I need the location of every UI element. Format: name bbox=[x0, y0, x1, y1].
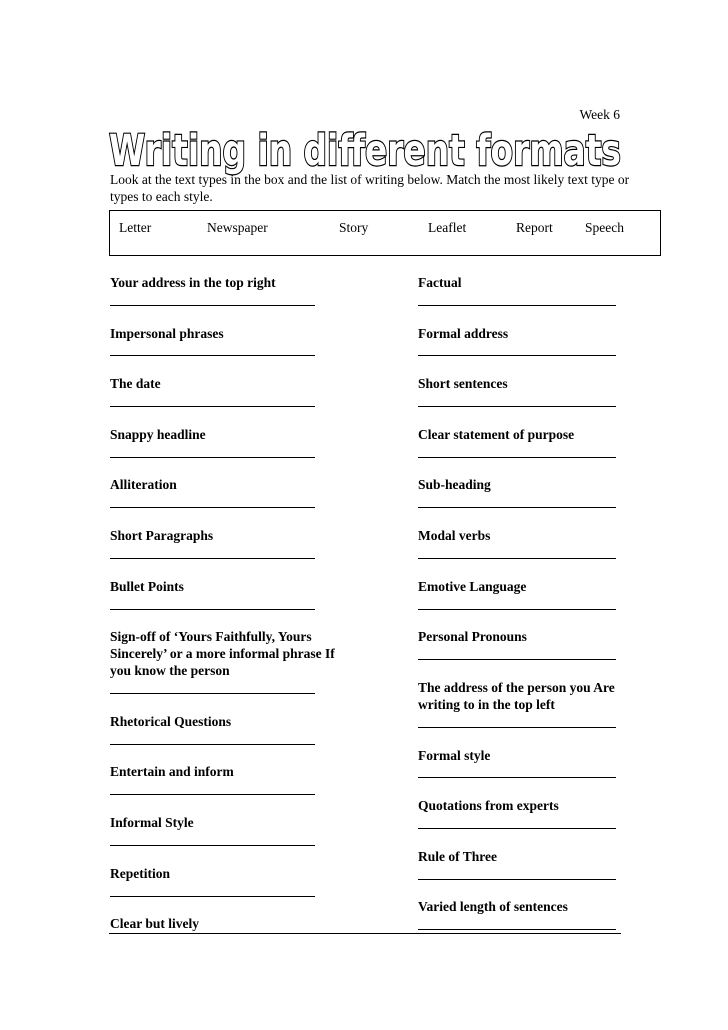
answer-line[interactable] bbox=[418, 355, 616, 356]
left-item-bullet-points: Bullet Points bbox=[110, 579, 184, 594]
answer-line[interactable] bbox=[110, 794, 315, 795]
right-item-factual: Factual bbox=[418, 275, 462, 290]
answer-line[interactable] bbox=[110, 896, 315, 897]
right-item-personal-pronouns: Personal Pronouns bbox=[418, 629, 527, 644]
instructions: Look at the text types in the box and the list of writing below. Match the most likely text type or types to each style. bbox=[110, 172, 630, 204]
text-type-speech: Speech bbox=[585, 220, 624, 235]
answer-line[interactable] bbox=[418, 558, 616, 559]
answer-line[interactable] bbox=[110, 355, 315, 356]
answer-line[interactable] bbox=[418, 406, 616, 407]
answer-line[interactable] bbox=[418, 828, 616, 829]
answer-line[interactable] bbox=[110, 457, 315, 458]
text-type-story: Story bbox=[339, 220, 369, 235]
answer-line[interactable] bbox=[110, 845, 315, 846]
answer-line[interactable] bbox=[418, 457, 616, 458]
answer-line[interactable] bbox=[418, 609, 616, 610]
right-item-formal-address: Formal address bbox=[418, 326, 509, 341]
left-item-clear-but-lively: Clear but lively bbox=[110, 916, 199, 931]
answer-line[interactable] bbox=[418, 727, 616, 728]
left-item-informal-style: Informal Style bbox=[110, 815, 194, 830]
answer-line[interactable] bbox=[110, 305, 315, 306]
left-item-your-address: Your address in the top right bbox=[110, 275, 276, 290]
right-item-rule-of-three: Rule of Three bbox=[418, 849, 497, 864]
right-item-quotations: Quotations from experts bbox=[418, 798, 559, 813]
week-label: Week 6 bbox=[579, 107, 620, 122]
left-item-alliteration: Alliteration bbox=[110, 477, 177, 492]
answer-line[interactable] bbox=[110, 609, 315, 610]
text-type-report: Report bbox=[516, 220, 553, 235]
right-item-formal-style: Formal style bbox=[418, 748, 491, 763]
answer-line[interactable] bbox=[110, 744, 315, 745]
text-type-newspaper: Newspaper bbox=[207, 220, 268, 235]
answer-line[interactable] bbox=[418, 305, 616, 306]
right-item-emotive-language: Emotive Language bbox=[418, 579, 527, 594]
right-item-sub-heading: Sub-heading bbox=[418, 477, 491, 492]
answer-line[interactable] bbox=[110, 507, 315, 508]
right-item-short-sentences: Short sentences bbox=[418, 376, 508, 391]
right-item-varied-length: Varied length of sentences bbox=[418, 899, 568, 914]
left-item-short-paragraphs: Short Paragraphs bbox=[110, 528, 214, 543]
worksheet-title bbox=[107, 115, 623, 177]
answer-line[interactable] bbox=[110, 693, 315, 694]
answer-line[interactable] bbox=[418, 777, 616, 778]
text-types-box bbox=[109, 210, 661, 256]
answer-line[interactable] bbox=[418, 929, 616, 930]
text-type-leaflet: Leaflet bbox=[428, 220, 467, 235]
left-item-date: The date bbox=[110, 376, 161, 391]
right-item-address-top-left: The address of the person you Are writing to in the top left bbox=[418, 680, 615, 712]
answer-line[interactable] bbox=[418, 507, 616, 508]
left-item-snappy-headline: Snappy headline bbox=[110, 427, 206, 442]
left-item-rhetorical-questions: Rhetorical Questions bbox=[110, 714, 232, 729]
answer-line[interactable] bbox=[418, 659, 616, 660]
left-item-sign-off: Sign-off of ‘Yours Faithfully, Yours Sincerely’ or a more informal phrase If you know the person bbox=[110, 629, 335, 678]
answer-line[interactable] bbox=[110, 558, 315, 559]
left-item-impersonal-phrases: Impersonal phrases bbox=[110, 326, 224, 341]
title-text: Writing in different formats bbox=[109, 126, 621, 176]
answer-line[interactable] bbox=[418, 879, 616, 880]
right-item-modal-verbs: Modal verbs bbox=[418, 528, 491, 543]
left-item-repetition: Repetition bbox=[110, 866, 170, 881]
bottom-rule bbox=[109, 933, 621, 934]
left-item-entertain-inform: Entertain and inform bbox=[110, 764, 234, 779]
answer-line[interactable] bbox=[110, 406, 315, 407]
text-type-letter: Letter bbox=[119, 220, 152, 235]
right-item-clear-statement: Clear statement of purpose bbox=[418, 427, 575, 442]
